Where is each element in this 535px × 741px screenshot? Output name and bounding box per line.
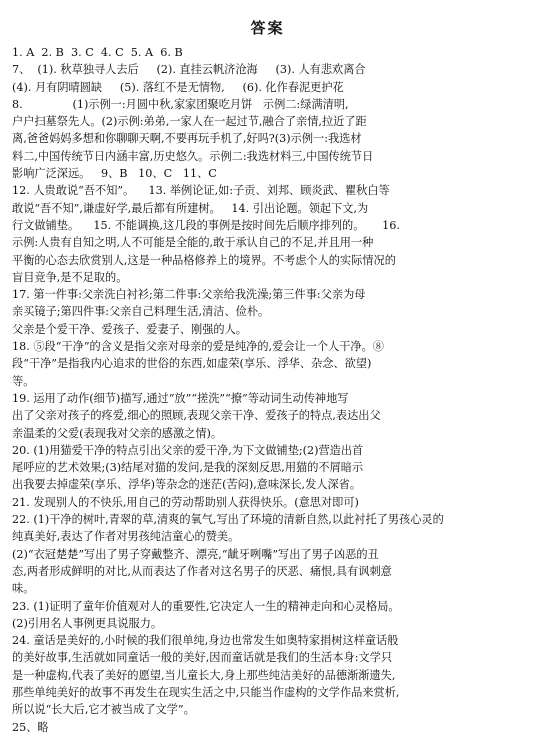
- answer-line: [12, 407, 523, 424]
- answer-line: [12, 442, 523, 459]
- answer-line-text: 纯真美好,表达了作者对男孩纯洁童心的赞美。: [12, 530, 240, 544]
- answer-line: [12, 200, 523, 217]
- answer-line: [12, 476, 523, 493]
- answer-line-text: 7、 (1). 秋草独寻人去后 (2). 直挂云帆济沧海 (3). 人有悲欢离合: [12, 63, 366, 77]
- answer-line-text: 17. 第一件事:父亲洗白衬衫;第二件事:父亲给我洗澡;第三件事:父亲为母: [12, 288, 366, 302]
- answer-line-text: 21. 发现别人的不快乐,用自己的劳动帮助别人获得快乐。(意思对即可): [12, 495, 359, 509]
- answer-line: [12, 61, 523, 78]
- answer-line-text: 尾呼应的艺术效果;(3)结尾对猫的发问,是我的深刻反思,用猫的不屑暗示: [12, 461, 364, 475]
- answer-line-text: 亲买镜子;第四件事:父亲自己料理生活,清洁、俭朴。: [12, 305, 270, 319]
- answer-line: [12, 44, 523, 61]
- answer-line-text: 料二,中国传统节日内涵丰富,历史悠久。示例二:我选材料三,中国传统节日: [12, 149, 374, 163]
- answer-line: [12, 667, 523, 684]
- page-title: 答案: [250, 19, 285, 37]
- answer-line-text: (4). 月有阴晴圆缺 (5). 落红不是无情物, (6). 化作春泥更护花: [12, 80, 344, 94]
- answer-line: [12, 425, 523, 442]
- answer-line: [12, 113, 523, 130]
- answer-line-text: 22. (1)干净的树叶,青翠的草,清爽的氧气,写出了环境的清新自然,以此衬托了男孩心灵的: [12, 513, 444, 527]
- answer-line-text: 行文做铺垫。 15. 不能调换,这几段的事例是按时间先后顺序排列的。 16.: [12, 218, 400, 232]
- answer-line-text: 出我要去掉虚荣(享乐、浮华)等杂念的迷茫(苦闷),意味深长,发人深省。: [12, 478, 362, 492]
- answer-line-text: 出了父亲对孩子的疼爱,细心的照顾,表现父亲干净、爱孩子的特点,表达出父: [12, 409, 381, 423]
- answer-line: [12, 649, 523, 666]
- answer-line-text: 是一种虚构,代表了美好的愿望,当儿童长大,身上那些纯洁美好的品德渐渐遗失,: [12, 668, 396, 682]
- answer-line: [12, 96, 523, 113]
- answer-line: [12, 303, 523, 320]
- answer-line-text: 8. (1)示例一:月圆中秋,家家团聚吃月饼 示例二:绿满清明,: [12, 97, 349, 111]
- answer-line: [12, 563, 523, 580]
- answer-line-text: 那些单纯美好的故事不再发生在现实生活之中,只能当作虚构的文学作品来赏析,: [12, 685, 400, 699]
- answer-line: [12, 182, 523, 199]
- answer-line: [12, 252, 523, 269]
- answer-line-text: 影响广泛深远。 9、B 10、C 11、C: [12, 167, 217, 181]
- answer-line: [12, 130, 523, 147]
- answer-line: [12, 79, 523, 96]
- answer-line: [12, 615, 523, 632]
- answer-line: [12, 321, 523, 338]
- answer-line: [12, 165, 523, 182]
- answer-line-text: 等。: [12, 374, 35, 388]
- answer-line-text: 25、略: [12, 720, 49, 734]
- answer-line: [12, 719, 523, 736]
- answer-line: [12, 373, 523, 390]
- answer-line-text: 23. (1)证明了童年价值观对人的重要性,它决定人一生的精神走向和心灵格局。: [12, 599, 400, 613]
- answer-line-text: 20. (1)用猫爱干净的特点引出父亲的爱干净,为下文做铺垫;(2)营造出首: [12, 443, 364, 457]
- answer-line-text: (2)“衣冠楚楚”写出了男子穿戴整齐、漂亮,“龇牙咧嘴”写出了男子凶恶的丑: [12, 547, 379, 561]
- answer-line-text: (2)引用名人事例更具说服力。: [12, 616, 163, 630]
- answer-line: [12, 701, 523, 718]
- answer-line: [12, 286, 523, 303]
- answer-line: [12, 632, 523, 649]
- answer-line-text: 平衡的心态去欣赏别人,这是一种品格修养上的境界。不考虑个人的实际情况的: [12, 253, 396, 267]
- answer-line: [12, 217, 523, 234]
- answer-line: [12, 390, 523, 407]
- answer-line: [12, 459, 523, 476]
- answer-line: [12, 528, 523, 545]
- answer-line-text: 所以说“长大后,它才被当成了文学”。: [12, 703, 195, 717]
- answer-line: [12, 269, 523, 286]
- answer-line-text: 的美好故事,生活就如同童话一般的美好,因而童话就是我们的生活本身:文学只: [12, 651, 393, 665]
- answer-line-text: 段“干净”是指我内心追求的世俗的东西,如虚荣(享乐、浮华、杂念、欲望): [12, 357, 372, 371]
- answer-line-text: 24. 童话是美好的,小时候的我们很单纯,身边也常发生如奥特家捐树这样童话般: [12, 634, 399, 648]
- answer-line-text: 户户扫墓祭先人。(2)示例:弟弟,一家人在一起过节,融合了亲情,拉近了距: [12, 115, 367, 129]
- answer-line-text: 1. A 2. B 3. C 4. C 5. A 6. B: [12, 46, 183, 59]
- answer-line: [12, 355, 523, 372]
- answer-line-text: 12. 人贵敢说“吾不知”。 13. 举例论证,如:子贡、刘邦、顾炎武、瞿秋白等: [12, 184, 390, 198]
- answer-line-text: 离,爸爸妈妈多想和你聊聊天啊,不要再玩手机了,好吗?(3)示例一:我选材: [12, 132, 362, 146]
- answer-body: [12, 44, 523, 736]
- answer-line-text: 味。: [12, 582, 35, 596]
- answer-line: [12, 511, 523, 528]
- answer-line: [12, 234, 523, 251]
- answer-line-text: 18. ⑤段“干净”的含义是指父亲对母亲的爱是纯净的,爱会让一个人干净。⑧: [12, 340, 384, 354]
- answer-line: [12, 494, 523, 511]
- answer-line-text: 示例:人贵有自知之明,人不可能是全能的,敢于承认自己的不足,并且用一种: [12, 236, 374, 250]
- answer-line-text: 敢说“吾不知”,谦虚好学,最后都有所建树。 14. 引出论题。领起下文,为: [12, 201, 369, 215]
- answer-line: [12, 338, 523, 355]
- answer-line-text: 态,两者形成鲜明的对比,从而表达了作者对这名男子的厌恶、痛恨,具有讽刺意: [12, 564, 392, 578]
- answer-line-text: 盲目竞争,是不足取的。: [12, 270, 128, 284]
- answer-line: [12, 580, 523, 597]
- answer-line: [12, 148, 523, 165]
- answer-line: [12, 684, 523, 701]
- answer-line: [12, 546, 523, 563]
- answer-line: [12, 598, 523, 615]
- answer-line-text: 父亲是个爱干净、爱孩子、爱妻子、刚强的人。: [12, 322, 247, 336]
- answer-line-text: 19. 运用了动作(细节)描写,通过“放”“搓洗”“撩”等动词生动传神地写: [12, 391, 349, 405]
- answer-line-text: 亲温柔的父爱(表现我对父亲的感激之情)。: [12, 426, 223, 440]
